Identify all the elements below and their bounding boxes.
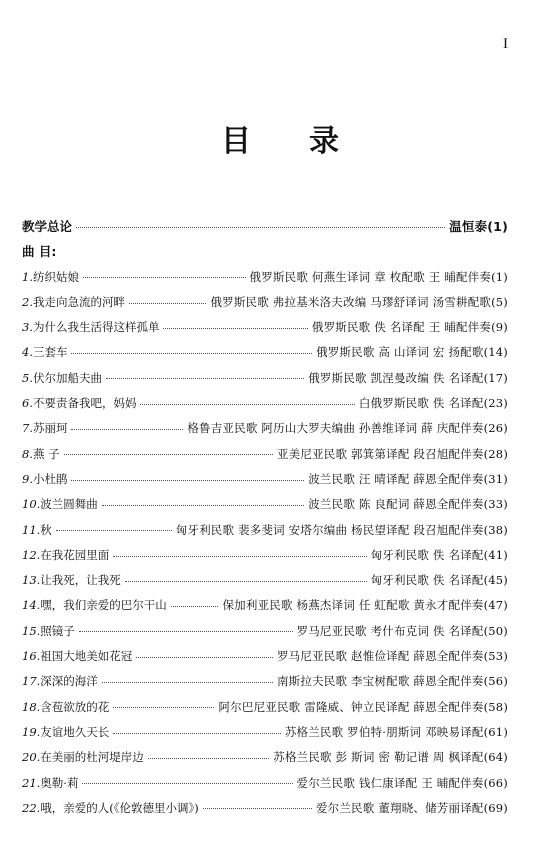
entry-number: 3. — [22, 320, 33, 335]
entry-credits-page: 俄罗斯民歌 弗拉基米洛夫改编 马璆舒译词 汤雪耕配歌(5) — [210, 294, 508, 309]
entry-title-text: 秋 — [40, 522, 52, 537]
toc-entry-row[interactable] — [22, 543, 508, 568]
entry-credits-page: 罗马尼亚民歌 赵惟俭译配 薛恩全配伴奏(53) — [276, 649, 508, 664]
entry-title-text: 在美丽的杜河堤岸边 — [40, 750, 144, 765]
entry-title — [22, 593, 167, 618]
table-of-contents — [22, 214, 508, 821]
entry-number: 2. — [22, 294, 33, 309]
toc-entry-row[interactable] — [22, 416, 508, 441]
entry-credits-page: 匈牙利民歌 裴多斐词 安塔尔编曲 杨民望译配 段召旭配伴奏(38) — [175, 522, 508, 537]
entry-title — [22, 340, 67, 365]
entry-number: 20. — [22, 750, 41, 765]
toc-entry-row[interactable] — [22, 366, 508, 391]
toc-entry-row[interactable] — [22, 644, 508, 669]
dot-leader — [83, 276, 246, 278]
toc-entry-row[interactable] — [22, 695, 508, 720]
entry-title-text: 波兰圆舞曲 — [40, 497, 98, 512]
toc-entry-row[interactable] — [22, 720, 508, 745]
entry-title-text: 伏尔加船夫曲 — [32, 370, 102, 385]
toc-entry-row[interactable] — [22, 442, 508, 467]
page-title: 目录 — [221, 124, 397, 159]
dot-leader — [171, 605, 219, 607]
entry-credits-page: 苏格兰民歌 彭 斯词 密 勒记谱 周 枫译配(64) — [273, 750, 508, 765]
toc-entry-row[interactable] — [22, 593, 508, 618]
entry-credits-page: 保加利亚民歌 杨燕杰译词 任 虹配歌 黄永才配伴奏(47) — [222, 598, 508, 613]
entry-credits-page: 波兰民歌 陈 良配词 薛恩全配伴奏(33) — [308, 497, 508, 512]
entry-credits-page: 白俄罗斯民歌 佚 名译配(23) — [358, 396, 508, 411]
entry-credits-page: 匈牙利民歌 佚 名译配(41) — [370, 547, 508, 562]
toc-entry-row[interactable] — [22, 315, 508, 340]
entry-number: 19. — [22, 724, 41, 739]
entry-title-text: 让我死，让我死 — [40, 573, 121, 588]
entry-title — [22, 771, 78, 796]
entry-number: 4. — [22, 345, 33, 360]
section-heading: 曲 目: — [22, 244, 57, 260]
toc-entry-row[interactable] — [22, 568, 508, 593]
entry-title — [22, 467, 67, 492]
dot-leader — [148, 757, 269, 759]
entry-number: 8. — [22, 446, 33, 461]
entry-title-text: 纺织姑娘 — [32, 269, 79, 284]
toc-entry-row[interactable] — [22, 745, 508, 770]
toc-entry-row[interactable] — [22, 771, 508, 796]
entry-number: 9. — [22, 471, 33, 486]
entry-title-text: 嘿，我们亲爱的巴尔干山 — [40, 598, 167, 613]
dot-leader — [71, 428, 183, 430]
entry-number: 6. — [22, 396, 33, 411]
toc-entry-list — [22, 265, 508, 822]
entry-title — [22, 290, 125, 315]
page-number: I — [503, 36, 508, 52]
entry-number: 21. — [22, 775, 41, 790]
entry-credits-page: 匈牙利民歌 佚 名译配(45) — [370, 573, 508, 588]
entry-title — [22, 315, 159, 340]
entry-title — [22, 442, 60, 467]
entry-title-text: 三套车 — [32, 345, 68, 360]
entry-number: 5. — [22, 370, 33, 385]
entry-title-text: 深深的海洋 — [40, 674, 98, 689]
entry-credits-page: 亚美尼亚民歌 郭箕第译配 段召旭配伴奏(28) — [276, 446, 508, 461]
entry-credits-page: 阿尔巴尼亚民歌 雷隆威、钟立民译配 薛恩全配伴奏(58) — [218, 699, 508, 714]
dot-leader — [163, 327, 307, 329]
entry-title-text: 友谊地久天长 — [40, 724, 110, 739]
entry-title — [22, 543, 109, 568]
toc-entry-row[interactable] — [22, 467, 508, 492]
dot-leader — [106, 377, 304, 379]
dot-leader — [203, 807, 312, 809]
entry-title — [22, 644, 132, 669]
entry-title-text: 不要责备我吧，妈妈 — [32, 396, 137, 411]
entry-title-text: 含苞欲放的花 — [40, 699, 110, 714]
entry-title-text: 哦，亲爱的人(《伦敦德里小调》) — [40, 800, 199, 815]
dot-leader — [102, 504, 304, 506]
entry-title-text: 燕 子 — [32, 446, 60, 461]
dot-leader — [136, 656, 273, 658]
dot-leader — [125, 580, 367, 582]
entry-credits-page: 格鲁吉亚民歌 阿历山大罗夫编曲 孙善维译词 薛 庆配伴奏(26) — [187, 421, 508, 436]
toc-overview-row[interactable] — [22, 214, 508, 239]
toc-entry-row[interactable] — [22, 619, 508, 644]
entry-credits-page: 苏格兰民歌 罗伯特·朋斯词 邓映易译配(61) — [284, 724, 508, 739]
entry-number: 13. — [22, 573, 41, 588]
entry-credits-page: 俄罗斯民歌 何燕生译词 章 枚配歌 王 晡配伴奏(1) — [249, 269, 508, 284]
entry-number: 18. — [22, 699, 41, 714]
entry-number: 16. — [22, 649, 41, 664]
dot-leader — [129, 302, 206, 304]
entry-credits-page: 爱尔兰民歌 钱仁康译配 王 晡配伴奏(66) — [296, 775, 508, 790]
entry-title — [22, 492, 98, 517]
entry-number: 15. — [22, 623, 41, 638]
entry-title-text: 祖国大地美如花冠 — [40, 649, 133, 664]
entry-title-text: 照镜子 — [40, 623, 75, 638]
entry-title-text: 苏丽珂 — [32, 421, 68, 436]
entry-credits-page: 南斯拉夫民歌 李宝树配歌 薛恩全配伴奏(56) — [276, 674, 508, 689]
dot-leader — [140, 403, 354, 405]
toc-entry-row[interactable] — [22, 391, 508, 416]
toc-entry-row[interactable] — [22, 796, 508, 821]
dot-leader — [56, 529, 172, 531]
entry-credits-page: 罗马尼亚民歌 考什布克词 佚 名译配(50) — [296, 623, 508, 638]
entry-title-text: 在我花园里面 — [40, 547, 110, 562]
entry-number: 10. — [22, 497, 41, 512]
entry-title — [22, 745, 144, 770]
entry-title — [22, 568, 121, 593]
toc-entry-row[interactable] — [22, 265, 508, 290]
entry-number: 7. — [22, 421, 33, 436]
entry-credits-page: 波兰民歌 汪 晴译配 薛恩全配伴奏(31) — [308, 471, 508, 486]
entry-credits-page: 爱尔兰民歌 董翔晓、储芳丽译配(69) — [315, 800, 508, 815]
dot-leader — [113, 706, 214, 708]
toc-entry-row[interactable] — [22, 518, 508, 543]
entry-title-text: 我走向急流的河畔 — [32, 294, 125, 309]
entry-number: 12. — [22, 547, 41, 562]
entry-title-text: 奥勒·莉 — [40, 775, 79, 790]
dot-leader — [76, 226, 445, 228]
toc-entry-row[interactable] — [22, 340, 508, 365]
entry-title — [22, 416, 67, 441]
entry-number: 14. — [22, 598, 41, 613]
entry-title — [22, 695, 109, 720]
overview-author-page: 温恒泰(1) — [449, 219, 508, 234]
entry-number: 11. — [22, 522, 41, 537]
entry-title — [22, 796, 199, 821]
entry-credits-page: 俄罗斯民歌 高 山译词 宏 扬配歌(14) — [316, 345, 508, 360]
entry-title-text: 为什么我生活得这样孤单 — [32, 320, 160, 335]
toc-entry-row[interactable] — [22, 290, 508, 315]
entry-title — [22, 619, 75, 644]
overview-label: 教学总论 — [22, 219, 73, 234]
entry-credits-page: 俄罗斯民歌 佚 名译配 王 晡配伴奏(9) — [311, 320, 508, 335]
entry-title — [22, 669, 98, 694]
dot-leader — [113, 732, 281, 734]
dot-leader — [71, 479, 304, 481]
entry-title — [22, 265, 79, 290]
entry-title — [22, 366, 102, 391]
dot-leader — [113, 555, 366, 557]
entry-credits-page: 俄罗斯民歌 凯涅曼改编 佚 名译配(17) — [308, 370, 508, 385]
toc-entry-row[interactable] — [22, 669, 508, 694]
dot-leader — [82, 782, 292, 784]
dot-leader — [71, 352, 312, 354]
entry-number: 17. — [22, 674, 41, 689]
entry-number: 1. — [22, 269, 33, 284]
dot-leader — [79, 630, 293, 632]
entry-title — [22, 518, 52, 543]
dot-leader — [102, 681, 273, 683]
entry-title — [22, 720, 109, 745]
entry-number: 22. — [22, 800, 41, 815]
entry-title-text: 小杜鹃 — [32, 471, 68, 486]
dot-leader — [64, 453, 273, 455]
toc-entry-row[interactable] — [22, 492, 508, 517]
entry-title — [22, 391, 136, 416]
